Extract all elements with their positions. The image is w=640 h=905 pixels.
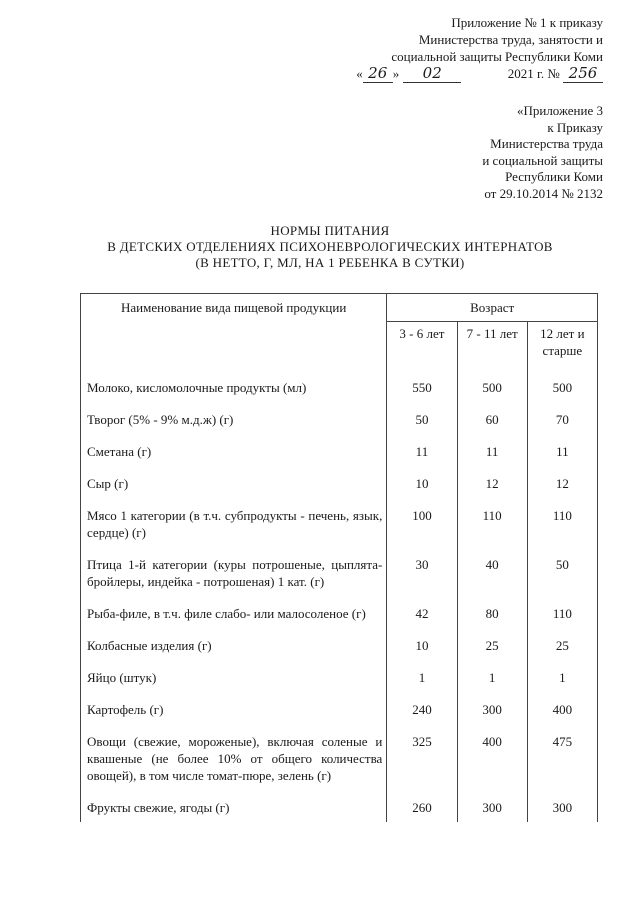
value-7-11-cell: 1 bbox=[457, 660, 527, 692]
product-name-cell: Овощи (свежие, мороженые), включая соленые и квашеные (не более 10% от общего количества овощей), в том числе томат-пюре, зелень (г) bbox=[81, 724, 387, 790]
value-7-11-cell: 12 bbox=[457, 466, 527, 498]
product-name-cell: Творог (5% - 9% м.д.ж) (г) bbox=[81, 402, 387, 434]
date-quote-close: » bbox=[392, 66, 400, 81]
value-7-11-cell: 300 bbox=[457, 692, 527, 724]
header-col-12-plus: 12 лет и старше bbox=[527, 322, 597, 371]
value-3-6-cell: 11 bbox=[387, 434, 457, 466]
value-12-plus-cell: 110 bbox=[527, 596, 597, 628]
header-age: Возраст bbox=[387, 294, 598, 322]
annex3-line5: Республики Коми bbox=[505, 169, 603, 184]
table-row bbox=[81, 596, 598, 628]
value-12-plus-cell: 475 bbox=[527, 724, 597, 790]
date-quote-open: « bbox=[356, 66, 363, 81]
table-row bbox=[81, 466, 598, 498]
table-row bbox=[81, 498, 598, 547]
table-body bbox=[81, 370, 598, 822]
value-12-plus-cell: 110 bbox=[527, 498, 597, 547]
annex1-date-line bbox=[356, 65, 603, 83]
header-col-3-6: 3 - 6 лет bbox=[387, 322, 457, 371]
annex3-line6: от 29.10.2014 № 2132 bbox=[484, 185, 603, 201]
value-7-11-cell: 25 bbox=[457, 628, 527, 660]
date-month: 02 bbox=[403, 65, 461, 83]
annex1-line3: социальной защиты Республики Коми bbox=[391, 49, 603, 64]
value-12-plus-cell: 400 bbox=[527, 692, 597, 724]
annex1-line2: Министерства труда, занятости и bbox=[418, 32, 603, 47]
product-name-cell: Молоко, кисломолочные продукты (мл) bbox=[81, 370, 387, 402]
value-7-11-cell: 110 bbox=[457, 498, 527, 547]
value-3-6-cell: 50 bbox=[387, 402, 457, 434]
product-name-cell: Птица 1-й категории (куры потрошеные, цыплята-бройлеры, индейка - потрошеная) 1 кат. (г) bbox=[81, 547, 387, 596]
value-12-plus-cell: 25 bbox=[527, 628, 597, 660]
value-12-plus-cell: 1 bbox=[527, 660, 597, 692]
annex3-line1: «Приложение 3 bbox=[516, 103, 603, 118]
header-col-7-11: 7 - 11 лет bbox=[457, 322, 527, 371]
table-row bbox=[81, 660, 598, 692]
annex3-line3: Министерства труда bbox=[490, 136, 603, 151]
table-row bbox=[81, 547, 598, 596]
product-name-cell: Яйцо (штук) bbox=[81, 660, 387, 692]
value-12-plus-cell: 300 bbox=[527, 790, 597, 822]
value-12-plus-cell: 70 bbox=[527, 402, 597, 434]
value-7-11-cell: 60 bbox=[457, 402, 527, 434]
date-year: 2021 г. № bbox=[507, 66, 560, 81]
value-7-11-cell: 80 bbox=[457, 596, 527, 628]
title-line1: НОРМЫ ПИТАНИЯ bbox=[270, 223, 390, 238]
document-title bbox=[60, 223, 600, 271]
value-12-plus-cell: 12 bbox=[527, 466, 597, 498]
product-name-cell: Колбасные изделия (г) bbox=[81, 628, 387, 660]
table-row bbox=[81, 724, 598, 790]
table-row bbox=[81, 790, 598, 822]
value-7-11-cell: 40 bbox=[457, 547, 527, 596]
nutrition-norms-table bbox=[80, 293, 598, 822]
value-7-11-cell: 500 bbox=[457, 370, 527, 402]
annex3-line4: и социальной защиты bbox=[482, 152, 603, 168]
product-name-cell: Фрукты свежие, ягоды (г) bbox=[81, 790, 387, 822]
product-name-cell: Картофель (г) bbox=[81, 692, 387, 724]
product-name-cell: Мясо 1 категории (в т.ч. субпродукты - печень, язык, сердце) (г) bbox=[81, 498, 387, 547]
title-line2: В ДЕТСКИХ ОТДЕЛЕНИЯХ ПСИХОНЕВРОЛОГИЧЕСКИХ ИНТЕРНАТОВ bbox=[107, 239, 553, 254]
value-12-plus-cell: 50 bbox=[527, 547, 597, 596]
table-row bbox=[81, 434, 598, 466]
value-3-6-cell: 30 bbox=[387, 547, 457, 596]
value-3-6-cell: 325 bbox=[387, 724, 457, 790]
header-product-name: Наименование вида пищевой продукции bbox=[81, 294, 387, 371]
date-day: 26 bbox=[363, 65, 393, 83]
annex3-line2: к Приказу bbox=[547, 119, 603, 135]
value-12-plus-cell: 11 bbox=[527, 434, 597, 466]
value-3-6-cell: 240 bbox=[387, 692, 457, 724]
product-name-cell: Сыр (г) bbox=[81, 466, 387, 498]
order-number: 256 bbox=[563, 65, 603, 83]
value-3-6-cell: 42 bbox=[387, 596, 457, 628]
annex1-header bbox=[356, 14, 603, 83]
table-row bbox=[81, 402, 598, 434]
value-3-6-cell: 550 bbox=[387, 370, 457, 402]
annex1-line1: Приложение № 1 к приказу bbox=[451, 15, 603, 30]
product-name-cell: Сметана (г) bbox=[81, 434, 387, 466]
product-name-cell: Рыба-филе, в т.ч. филе слабо- или малосоленое (г) bbox=[81, 596, 387, 628]
table-row bbox=[81, 628, 598, 660]
value-7-11-cell: 300 bbox=[457, 790, 527, 822]
table-row bbox=[81, 370, 598, 402]
table-row bbox=[81, 692, 598, 724]
annex3-header bbox=[482, 103, 603, 202]
value-3-6-cell: 10 bbox=[387, 466, 457, 498]
value-7-11-cell: 400 bbox=[457, 724, 527, 790]
value-3-6-cell: 10 bbox=[387, 628, 457, 660]
value-7-11-cell: 11 bbox=[457, 434, 527, 466]
value-3-6-cell: 1 bbox=[387, 660, 457, 692]
value-12-plus-cell: 500 bbox=[527, 370, 597, 402]
title-line3: (В НЕТТО, Г, МЛ, НА 1 РЕБЕНКА В СУТКИ) bbox=[195, 255, 465, 270]
value-3-6-cell: 260 bbox=[387, 790, 457, 822]
value-3-6-cell: 100 bbox=[387, 498, 457, 547]
